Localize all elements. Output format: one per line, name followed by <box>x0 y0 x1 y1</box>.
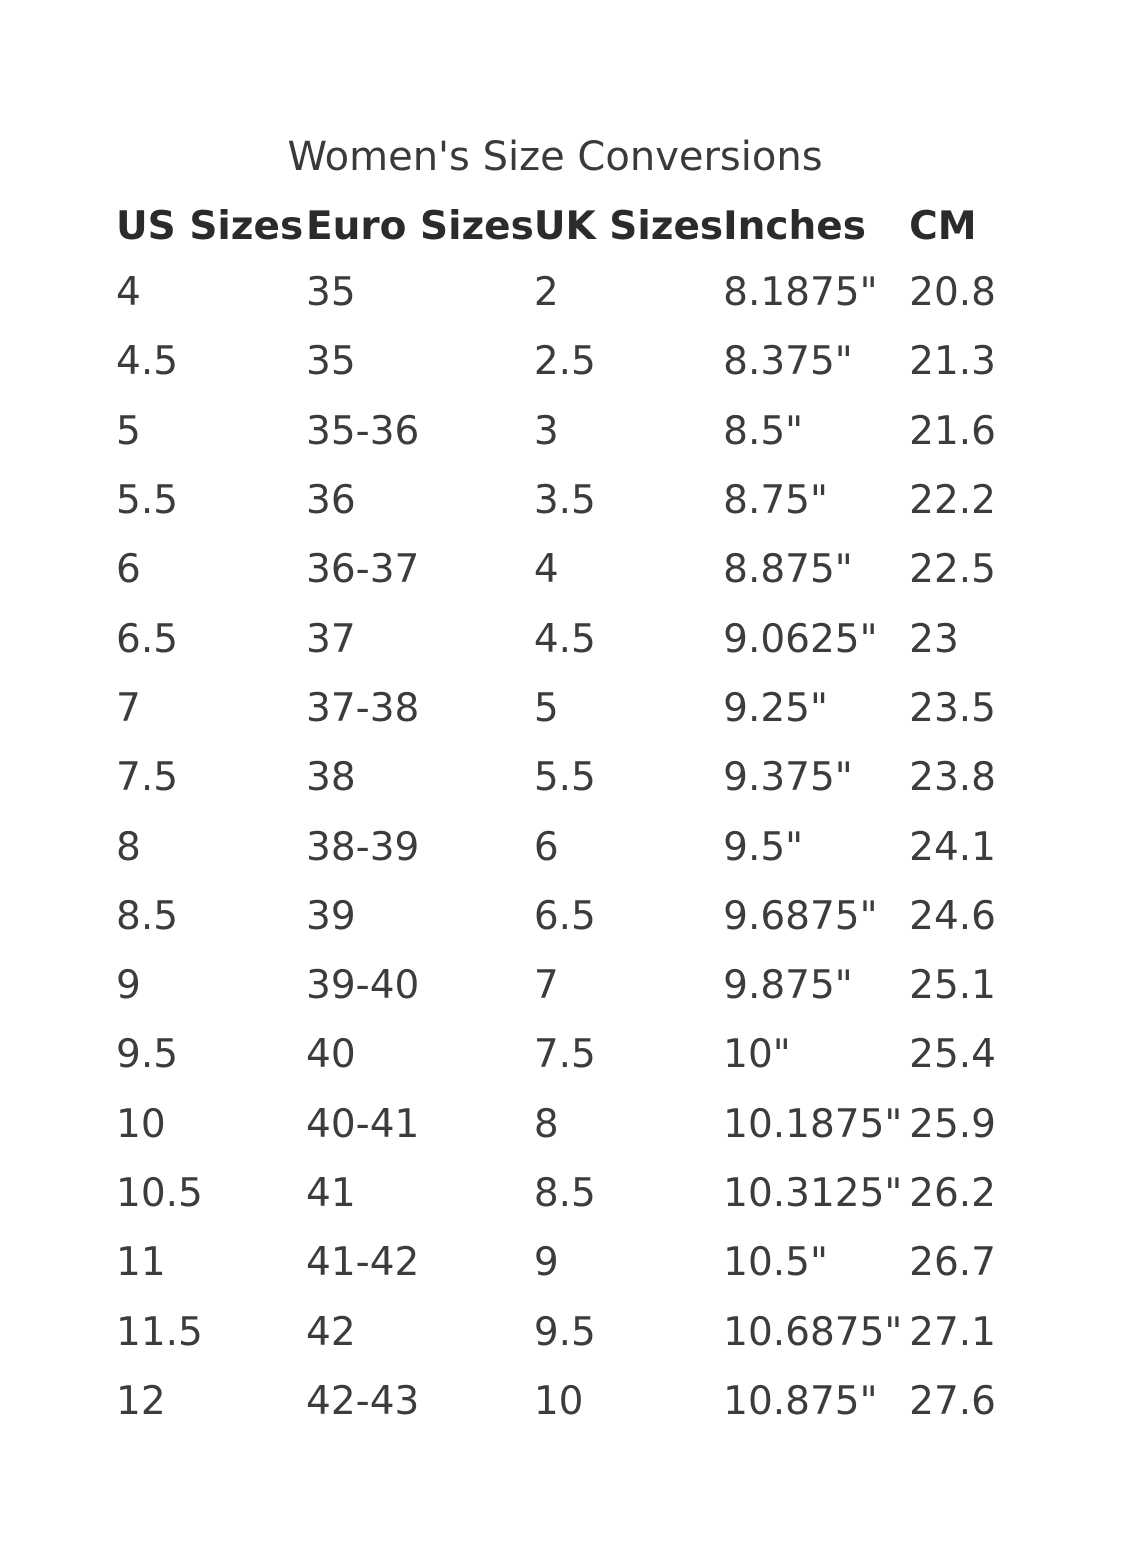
cell-us-size: 5.5 <box>116 478 179 524</box>
cell-us-size: 9 <box>116 963 141 1009</box>
header-cm: CM <box>909 203 977 249</box>
table-row <box>116 258 1019 327</box>
header-uk-sizes: UK Sizes <box>533 203 724 249</box>
cell-uk-size: 5 <box>533 685 559 731</box>
cell-us-size: 4 <box>116 270 141 316</box>
cell-cm: 23 <box>909 616 959 662</box>
cell-cm: 27.6 <box>909 1378 996 1424</box>
table-row <box>116 1367 1019 1436</box>
table-row <box>116 327 1019 396</box>
header-row <box>116 194 1019 258</box>
cell-us-size: 6.5 <box>116 616 179 662</box>
cell-uk-size: 8.5 <box>533 1171 596 1216</box>
table-row <box>116 812 1019 881</box>
table-row <box>116 951 1019 1020</box>
chart-title: Women's Size Conversions <box>287 134 823 180</box>
cell-uk-size: 3 <box>533 408 559 454</box>
cell-euro-size: 40 <box>306 1032 356 1078</box>
cell-us-size: 10 <box>116 1101 166 1147</box>
cell-uk-size: 3.5 <box>533 478 596 524</box>
size-rows <box>116 258 1019 1436</box>
cell-uk-size: 9 <box>533 1240 559 1286</box>
cell-euro-size: 35 <box>306 339 356 385</box>
cell-cm: 25.1 <box>909 963 996 1009</box>
cell-euro-size: 40-41 <box>306 1101 420 1147</box>
cell-us-size: 11.5 <box>116 1309 203 1355</box>
cell-uk-size: 6 <box>533 824 559 870</box>
cell-euro-size: 37 <box>306 616 356 662</box>
cell-inches: 9.5" <box>723 824 804 870</box>
cell-cm: 21.3 <box>909 339 996 385</box>
cell-inches: 9.25" <box>723 685 828 731</box>
cell-uk-size: 8 <box>533 1101 559 1147</box>
cell-cm: 26.2 <box>909 1171 996 1216</box>
cell-inches: 10.3125" <box>723 1171 903 1216</box>
table-row <box>116 1159 1019 1228</box>
cell-cm: 26.7 <box>909 1240 996 1286</box>
cell-inches: 10.6875" <box>723 1309 903 1355</box>
cell-inches: 9.6875" <box>723 893 878 939</box>
table-row <box>116 604 1019 673</box>
cell-us-size: 7 <box>116 685 141 731</box>
cell-us-size: 5 <box>116 408 141 454</box>
cell-inches: 10.1875" <box>723 1101 903 1147</box>
table-row <box>116 1228 1019 1297</box>
table-row <box>116 882 1019 951</box>
cell-us-size: 4.5 <box>116 339 179 385</box>
size-conversion-table <box>116 194 1019 1436</box>
cell-inches: 8.375" <box>723 339 853 385</box>
cell-euro-size: 35 <box>306 270 356 316</box>
cell-inches: 8.5" <box>723 408 804 454</box>
cell-us-size: 12 <box>116 1378 166 1424</box>
cell-inches: 9.875" <box>723 963 853 1009</box>
table-row <box>116 674 1019 743</box>
cell-us-size: 8 <box>116 824 141 870</box>
cell-cm: 22.2 <box>909 478 996 524</box>
cell-cm: 25.4 <box>909 1032 996 1078</box>
cell-cm: 24.6 <box>909 893 996 939</box>
cell-euro-size: 41-42 <box>306 1240 420 1286</box>
table-row <box>116 1297 1019 1366</box>
cell-uk-size: 9.5 <box>533 1309 596 1355</box>
cell-cm: 23.8 <box>909 755 996 801</box>
cell-uk-size: 5.5 <box>533 755 596 801</box>
cell-inches: 8.1875" <box>723 270 878 316</box>
cell-us-size: 11 <box>116 1240 166 1286</box>
cell-euro-size: 38-39 <box>306 824 420 870</box>
cell-inches: 9.375" <box>723 755 853 801</box>
cell-euro-size: 36 <box>306 478 356 524</box>
cell-uk-size: 6.5 <box>533 893 596 939</box>
cell-euro-size: 39 <box>306 893 356 939</box>
cell-us-size: 10.5 <box>116 1171 203 1216</box>
cell-euro-size: 39-40 <box>306 963 420 1009</box>
cell-uk-size: 7.5 <box>533 1032 596 1078</box>
cell-cm: 24.1 <box>909 824 996 870</box>
cell-cm: 23.5 <box>909 685 996 731</box>
cell-euro-size: 42 <box>306 1309 356 1355</box>
header-euro-sizes: Euro Sizes <box>306 203 534 249</box>
cell-uk-size: 4 <box>533 547 559 593</box>
header-inches: Inches <box>723 203 866 249</box>
cell-cm: 27.1 <box>909 1309 996 1355</box>
cell-euro-size: 37-38 <box>306 685 420 731</box>
cell-uk-size: 2 <box>533 270 559 316</box>
cell-uk-size: 4.5 <box>533 616 596 662</box>
cell-uk-size: 10 <box>533 1378 584 1424</box>
cell-cm: 21.6 <box>909 408 996 454</box>
table-row <box>116 1020 1019 1089</box>
cell-inches: 9.0625" <box>723 616 878 662</box>
table-row <box>116 397 1019 466</box>
header-us-sizes: US Sizes <box>116 203 304 249</box>
cell-inches: 8.875" <box>723 547 853 593</box>
cell-inches: 10.875" <box>723 1378 878 1424</box>
cell-uk-size: 7 <box>533 963 559 1009</box>
cell-euro-size: 42-43 <box>306 1378 420 1424</box>
cell-inches: 10" <box>723 1032 791 1078</box>
cell-euro-size: 38 <box>306 755 356 801</box>
cell-cm: 22.5 <box>909 547 996 593</box>
cell-euro-size: 41 <box>306 1171 356 1216</box>
cell-cm: 20.8 <box>909 270 996 316</box>
cell-us-size: 6 <box>116 547 141 593</box>
table-row <box>116 466 1019 535</box>
table-row <box>116 743 1019 812</box>
cell-uk-size: 2.5 <box>533 339 596 385</box>
cell-cm: 25.9 <box>909 1101 996 1147</box>
table-row <box>116 535 1019 604</box>
cell-us-size: 9.5 <box>116 1032 179 1078</box>
cell-euro-size: 36-37 <box>306 547 420 593</box>
cell-euro-size: 35-36 <box>306 408 420 454</box>
table-row <box>116 1090 1019 1159</box>
cell-us-size: 7.5 <box>116 755 179 801</box>
cell-inches: 10.5" <box>723 1240 828 1286</box>
cell-us-size: 8.5 <box>116 893 179 939</box>
cell-inches: 8.75" <box>723 478 828 524</box>
